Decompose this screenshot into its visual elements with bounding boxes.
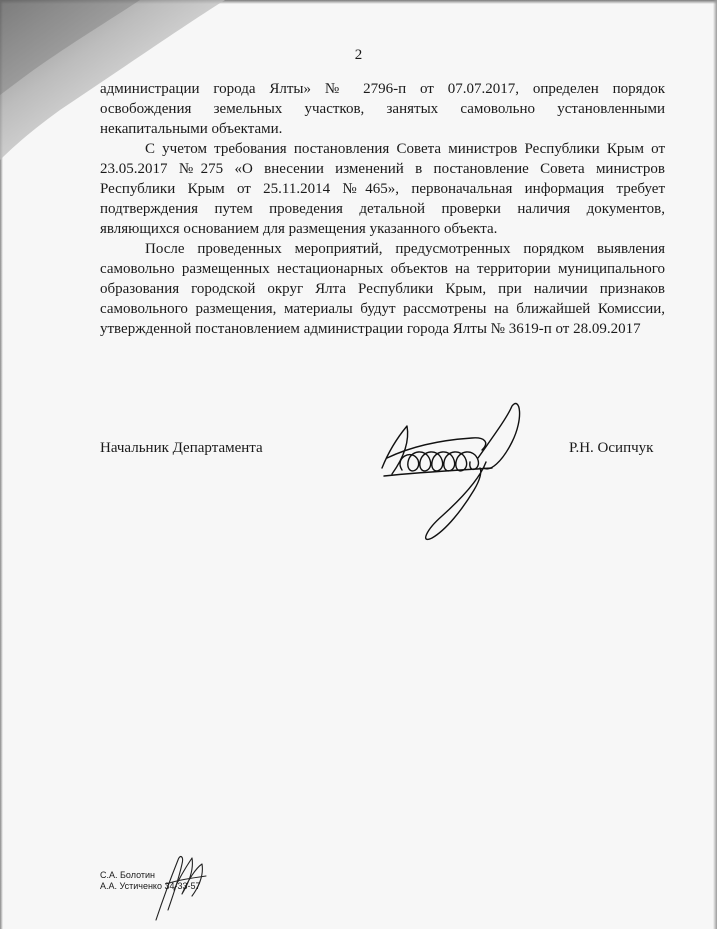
- executor-1: С.А. Болотин: [100, 870, 155, 880]
- executor-2: А.А. Устиченко 34-33-57: [100, 881, 201, 891]
- page-number: 2: [354, 47, 363, 63]
- paragraph-2: С учетом требования постановления Совета министров Республики Крым от 23.05.2017 №275 «О внесении изменений в постановление Совета министров Республики Крым от 25.11.2014 №465», первоначальная информация требует подтверждения путем проведения детальной проверки наличия документов, являющихся основанием для размещения указанного объекта.: [100, 141, 665, 237]
- signatory-position: Начальник Департамента: [100, 440, 263, 456]
- handwritten-signature: [362, 398, 532, 550]
- signatory-name: Р.Н. Осипчук: [569, 440, 654, 456]
- paragraph-3: После проведенных мероприятий, предусмотренных порядком выявления самовольно размещенных нестационарных объектов на территории муниципального образования городской округ Ялта Республики Крым, при наличии признаков самовольного размещения, материалы будут рассмотрены на ближайшей Комиссии, утвержденной постановлением администрации города Ялты № 3619-п от 28.09.2017: [100, 241, 665, 337]
- executors-block: [100, 870, 201, 892]
- letter-body: [100, 79, 665, 339]
- paragraph-1: администрации города Ялты» № 2796-п от 07.07.2017, определен порядок освобождения земельных участков, занятых самовольно установленными некапитальными объектами.: [100, 81, 665, 137]
